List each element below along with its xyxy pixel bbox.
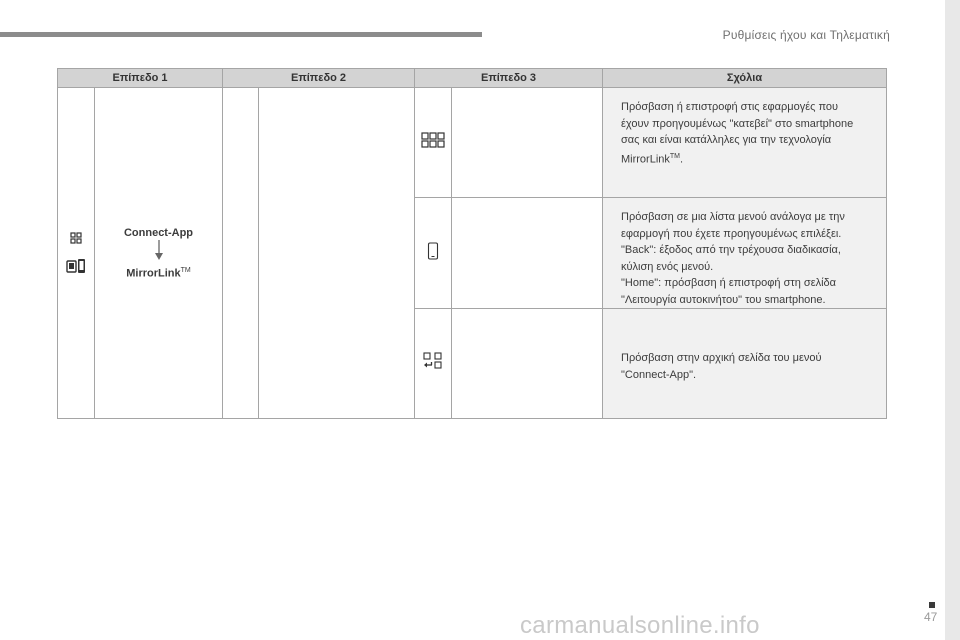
column-header-level2: Επίπεδο 2 [223, 69, 415, 88]
comment-line: Πρόσβαση σε μια λίστα μενού ανάλογα με την [621, 211, 845, 223]
level3-label-cell [452, 88, 603, 198]
apps-grid-icon [421, 132, 445, 148]
comment-line: "Λειτουργία αυτοκινήτου" του smartphone. [621, 293, 826, 306]
comment-line: Πρόσβαση στην αρχική σελίδα του μενού [621, 352, 822, 364]
top-rule [0, 32, 482, 37]
comment-punctuation: . [680, 153, 684, 166]
table-header-row [58, 69, 887, 88]
grid-icon [70, 232, 82, 244]
level1-icon-cell [58, 88, 95, 419]
comment-line: MirrorLink [621, 153, 670, 166]
page-edge-band [945, 0, 960, 640]
comment-line: σας και είναι κατάλληλες για την τεχνολογία [621, 134, 832, 146]
comment-cell [603, 88, 887, 198]
connect-app-label: Connect-App [123, 226, 194, 239]
page-header-title: Ρυθμίσεις ήχου και Τηλεματική [722, 28, 890, 42]
level1-label-cell [95, 88, 223, 419]
arrow-down-icon [154, 239, 164, 261]
level3-icon-cell [415, 198, 452, 309]
column-header-level3: Επίπεδο 3 [415, 69, 603, 88]
page-marker-dot [929, 602, 935, 608]
comment-cell [603, 198, 887, 309]
column-header-comments: Σχόλια [603, 69, 887, 88]
comment-line: έχουν προηγουμένως "κατεβεί" στο smartphone [621, 117, 854, 130]
smartphone-icon [427, 242, 439, 260]
level3-icon-cell [415, 309, 452, 419]
level2-label-cell [259, 88, 415, 419]
menu-table [57, 68, 887, 419]
column-header-level1: Επίπεδο 1 [58, 69, 223, 88]
level3-icon-cell [415, 88, 452, 198]
comment-line: εφαρμογή που έχετε προηγουμένως επιλέξει. [621, 227, 842, 240]
trademark-mark: TM [669, 152, 681, 160]
mirrorlink-label: MirrorLink [126, 267, 181, 280]
comment-line: "Connect-App". [621, 368, 697, 381]
trademark-mark: TM [180, 266, 191, 274]
comment-cell [603, 309, 887, 419]
level3-label-cell [452, 309, 603, 419]
comment-line: κύλιση ενός μενού. [621, 260, 714, 273]
connect-app-home-icon [423, 352, 443, 370]
table-row [58, 88, 887, 198]
comment-line: "Back": έξοδος από την τρέχουσα διαδικασία, [621, 244, 841, 256]
watermark: carmanualsonline.info [520, 612, 760, 639]
comment-line: Πρόσβαση ή επιστροφή στις εφαρμογές που [621, 101, 839, 113]
phone-link-icon [66, 258, 86, 274]
page-number: 47 [924, 610, 938, 624]
level2-icon-cell [223, 88, 259, 419]
comment-line: "Home": πρόσβαση ή επιστροφή στη σελίδα [621, 277, 837, 289]
level3-label-cell [452, 198, 603, 309]
